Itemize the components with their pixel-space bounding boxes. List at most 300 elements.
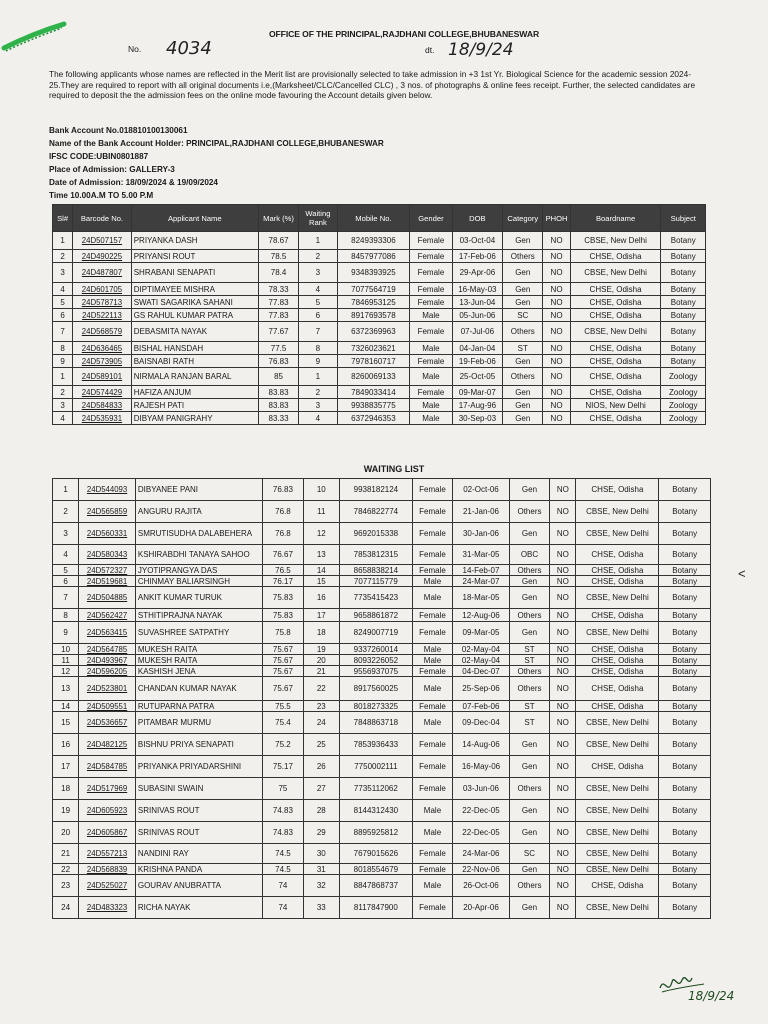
applicant-name-cell: DEBASMITA NAYAK	[131, 322, 258, 342]
mobile-cell: 7848863718	[340, 712, 413, 734]
column-header: Applicant Name	[131, 205, 258, 232]
board-cell: CBSE, New Delhi	[570, 263, 661, 283]
subject-cell: Botany	[659, 576, 711, 587]
letter-number-handwritten: 4034	[166, 38, 212, 59]
dob-cell: 05-Jun-06	[452, 309, 502, 322]
mobile-cell: 9348393925	[337, 263, 410, 283]
waiting-rank-cell: 2	[299, 386, 337, 399]
serial-cell: 18	[53, 778, 79, 800]
gender-cell: Male	[410, 399, 452, 412]
applicant-name-cell: SHRABANI SENAPATI	[131, 263, 258, 283]
dob-cell: 14-Feb-07	[453, 565, 510, 576]
barcode-cell: 24D490225	[73, 250, 132, 263]
applicant-name-cell: KASHISH JENA	[135, 666, 262, 677]
waiting-rank-cell: 31	[303, 864, 339, 875]
category-cell: Others	[503, 322, 543, 342]
table-row	[53, 734, 711, 756]
serial-cell: 4	[53, 545, 79, 565]
waiting-rank-cell: 16	[303, 587, 339, 609]
dob-cell: 04-Dec-07	[453, 666, 510, 677]
dob-cell: 04-Jan-04	[452, 342, 502, 355]
applicant-name-cell: SRINIVAS ROUT	[135, 800, 262, 822]
phoh-cell: NO	[550, 712, 576, 734]
mobile-cell: 9658861872	[340, 609, 413, 622]
applicant-name-cell: JYOTIPRANGYA DAS	[135, 565, 262, 576]
office-title: OFFICE OF THE PRINCIPAL,RAJDHANI COLLEGE,BHUBANESWAR	[268, 29, 540, 39]
board-cell: CHSE, Odisha	[570, 368, 661, 386]
board-cell: CHSE, Odisha	[576, 479, 659, 501]
table-row	[53, 283, 706, 296]
phoh-cell: NO	[550, 565, 576, 576]
table-row	[53, 232, 706, 250]
barcode-cell: 24D536657	[79, 712, 136, 734]
mobile-cell: 8093226052	[340, 655, 413, 666]
gender-cell: Male	[412, 587, 452, 609]
board-cell: CHSE, Odisha	[576, 644, 659, 655]
barcode-cell: 24D605867	[79, 822, 136, 844]
category-cell: Gen	[503, 355, 543, 368]
phoh-cell: NO	[550, 501, 576, 523]
category-cell: Others	[509, 666, 549, 677]
waiting-rank-cell: 28	[303, 800, 339, 822]
dob-cell: 03-Oct-04	[452, 232, 502, 250]
mark-cell: 78.5	[258, 250, 298, 263]
mark-cell: 76.5	[263, 565, 303, 576]
mobile-cell: 8917560025	[340, 677, 413, 701]
board-cell: NIOS, New Delhi	[570, 399, 661, 412]
applicant-name-cell: SRINIVAS ROUT	[135, 822, 262, 844]
applicant-name-cell: PRIYANSI ROUT	[131, 250, 258, 263]
waiting-rank-cell: 15	[303, 576, 339, 587]
admission-date: Date of Admission: 18/09/2024 & 19/09/2024	[49, 178, 218, 187]
serial-cell: 10	[53, 644, 79, 655]
phoh-cell: NO	[550, 609, 576, 622]
applicant-name-cell: RUTUPARNA PATRA	[135, 701, 262, 712]
category-cell: Gen	[509, 756, 549, 778]
gender-cell: Female	[410, 232, 452, 250]
phoh-cell: NO	[550, 576, 576, 587]
barcode-cell: 24D596205	[79, 666, 136, 677]
mark-cell: 75.67	[263, 655, 303, 666]
table-row	[53, 609, 711, 622]
dob-cell: 24-Mar-06	[453, 844, 510, 864]
phoh-cell: NO	[543, 322, 570, 342]
applicant-name-cell: GOURAV ANUBRATTA	[135, 875, 262, 897]
applicant-name-cell: DIBYANEE PANI	[135, 479, 262, 501]
category-cell: Gen	[503, 283, 543, 296]
gender-cell: Male	[412, 822, 452, 844]
mark-cell: 77.5	[258, 342, 298, 355]
barcode-cell: 24D493967	[79, 655, 136, 666]
applicant-name-cell: HAFIZA ANJUM	[131, 386, 258, 399]
board-cell: CHSE, Odisha	[576, 545, 659, 565]
dob-cell: 02-May-04	[453, 644, 510, 655]
waiting-rank-cell: 22	[303, 677, 339, 701]
subject-cell: Botany	[659, 844, 711, 864]
mobile-cell: 8249007719	[340, 622, 413, 644]
dob-cell: 16-May-06	[453, 756, 510, 778]
subject-cell: Botany	[661, 232, 706, 250]
column-header: Barcode No.	[73, 205, 132, 232]
table-row	[53, 399, 706, 412]
dob-cell: 12-Aug-06	[453, 609, 510, 622]
category-cell: Others	[509, 778, 549, 800]
category-cell: Gen	[503, 296, 543, 309]
gender-cell: Male	[412, 800, 452, 822]
gender-cell: Female	[412, 479, 452, 501]
category-cell: OBC	[509, 545, 549, 565]
phoh-cell: NO	[543, 309, 570, 322]
mobile-cell: 7750002111	[340, 756, 413, 778]
waiting-rank-cell: 6	[299, 309, 337, 322]
category-cell: Gen	[509, 479, 549, 501]
dob-cell: 02-Oct-06	[453, 479, 510, 501]
dob-cell: 07-Feb-06	[453, 701, 510, 712]
category-cell: Gen	[509, 897, 549, 919]
barcode-cell: 24D509551	[79, 701, 136, 712]
subject-cell: Botany	[659, 822, 711, 844]
subject-cell: Botany	[659, 864, 711, 875]
dob-cell: 31-Mar-05	[453, 545, 510, 565]
category-cell: ST	[509, 644, 549, 655]
serial-cell: 2	[53, 501, 79, 523]
table-row	[53, 778, 711, 800]
column-header: PHOH	[543, 205, 570, 232]
gender-cell: Female	[412, 565, 452, 576]
admission-place: Place of Admission: GALLERY-3	[49, 165, 175, 174]
letter-number-label: No.	[128, 44, 142, 54]
bank-details	[49, 124, 384, 202]
mark-cell: 75.83	[263, 587, 303, 609]
mark-cell: 74.5	[263, 864, 303, 875]
table-row	[53, 822, 711, 844]
barcode-cell: 24D525027	[79, 875, 136, 897]
applicant-name-cell: MUKESH RAITA	[135, 655, 262, 666]
dob-cell: 24-Mar-07	[453, 576, 510, 587]
mobile-cell: 8249393306	[337, 232, 410, 250]
mobile-cell: 7735415423	[340, 587, 413, 609]
dob-cell: 30-Jan-06	[453, 523, 510, 545]
waiting-rank-cell: 5	[299, 296, 337, 309]
waiting-rank-cell: 3	[299, 399, 337, 412]
dob-cell: 02-May-04	[453, 655, 510, 666]
mark-cell: 78.33	[258, 283, 298, 296]
column-header: Subject	[661, 205, 706, 232]
phoh-cell: NO	[543, 263, 570, 283]
subject-cell: Botany	[659, 622, 711, 644]
barcode-cell: 24D572327	[79, 565, 136, 576]
dob-cell: 22-Dec-05	[453, 822, 510, 844]
category-cell: ST	[509, 655, 549, 666]
board-cell: CHSE, Odisha	[570, 386, 661, 399]
board-cell: CBSE, New Delhi	[576, 822, 659, 844]
gender-cell: Male	[410, 368, 452, 386]
barcode-cell: 24D584785	[79, 756, 136, 778]
subject-cell: Botany	[659, 565, 711, 576]
table-row	[53, 501, 711, 523]
category-cell: ST	[503, 342, 543, 355]
mobile-cell: 8457977086	[337, 250, 410, 263]
board-cell: CHSE, Odisha	[570, 309, 661, 322]
barcode-cell: 24D578713	[73, 296, 132, 309]
dob-cell: 07-Jul-06	[452, 322, 502, 342]
barcode-cell: 24D562427	[79, 609, 136, 622]
category-cell: Gen	[509, 734, 549, 756]
table-row	[53, 576, 711, 587]
barcode-cell: 24D573905	[73, 355, 132, 368]
waiting-rank-cell: 7	[299, 322, 337, 342]
waiting-rank-cell: 4	[299, 412, 337, 425]
gender-cell: Female	[412, 666, 452, 677]
waiting-rank-cell: 21	[303, 666, 339, 677]
mark-cell: 83.83	[258, 399, 298, 412]
dob-cell: 22-Nov-06	[453, 864, 510, 875]
barcode-cell: 24D580343	[79, 545, 136, 565]
waiting-rank-cell: 26	[303, 756, 339, 778]
mark-cell: 76.8	[263, 501, 303, 523]
serial-cell: 7	[53, 322, 73, 342]
phoh-cell: NO	[543, 342, 570, 355]
dob-cell: 29-Apr-06	[452, 263, 502, 283]
mobile-cell: 7853812315	[340, 545, 413, 565]
serial-cell: 9	[53, 355, 73, 368]
dob-cell: 17-Feb-06	[452, 250, 502, 263]
waiting-rank-cell: 1	[299, 368, 337, 386]
table-row	[53, 523, 711, 545]
gender-cell: Female	[412, 778, 452, 800]
barcode-cell: 24D560331	[79, 523, 136, 545]
column-header: Mobile No.	[337, 205, 410, 232]
mark-cell: 74.5	[263, 844, 303, 864]
applicant-name-cell: ANKIT KUMAR TURUK	[135, 587, 262, 609]
waiting-rank-cell: 12	[303, 523, 339, 545]
waiting-rank-cell: 14	[303, 565, 339, 576]
letter-date-label: dt.	[425, 45, 435, 55]
barcode-cell: 24D568579	[73, 322, 132, 342]
gender-cell: Female	[412, 844, 452, 864]
serial-cell: 23	[53, 875, 79, 897]
subject-cell: Botany	[661, 296, 706, 309]
gender-cell: Female	[412, 756, 452, 778]
mark-cell: 74.83	[263, 800, 303, 822]
phoh-cell: NO	[550, 734, 576, 756]
mobile-cell: 6372946353	[337, 412, 410, 425]
letter-date-handwritten: 18/9/24	[448, 40, 514, 60]
table-row	[53, 545, 711, 565]
mobile-cell: 8260069133	[337, 368, 410, 386]
mark-cell: 76.8	[263, 523, 303, 545]
mobile-cell: 9692015338	[340, 523, 413, 545]
serial-cell: 3	[53, 263, 73, 283]
mobile-cell: 8847868737	[340, 875, 413, 897]
subject-cell: Botany	[661, 342, 706, 355]
subject-cell: Botany	[659, 666, 711, 677]
phoh-cell: NO	[550, 800, 576, 822]
dob-cell: 30-Sep-03	[452, 412, 502, 425]
mark-cell: 75.2	[263, 734, 303, 756]
column-header: Boardname	[570, 205, 661, 232]
applicant-name-cell: RAJESH PATI	[131, 399, 258, 412]
serial-cell: 11	[53, 655, 79, 666]
subject-cell: Botany	[659, 545, 711, 565]
category-cell: Others	[509, 875, 549, 897]
mobile-cell: 8658838214	[340, 565, 413, 576]
subject-cell: Botany	[659, 479, 711, 501]
serial-cell: 24	[53, 897, 79, 919]
table-row	[53, 622, 711, 644]
mark-cell: 74	[263, 897, 303, 919]
serial-cell: 15	[53, 712, 79, 734]
subject-cell: Botany	[659, 701, 711, 712]
serial-cell: 6	[53, 576, 79, 587]
gender-cell: Female	[410, 263, 452, 283]
gender-cell: Female	[410, 296, 452, 309]
intro-paragraph: The following applicants whose names are reflected in the Merit list are provisionally selected to take admission in +3 1st Yr. Biological Science for the academic session 2024-25.They are required to report with all original documents i.e,(Marksheet/CLC/Cancelled CLC) , 3 nos. of photographs & online fees receipt. Further, the selected candidates are required to deposit the the admission fees on the online mode favouring the Account details given below.	[49, 69, 696, 101]
category-cell: Gen	[509, 622, 549, 644]
gender-cell: Male	[412, 712, 452, 734]
subject-cell: Botany	[659, 501, 711, 523]
waiting-rank-cell: 8	[299, 342, 337, 355]
serial-cell: 22	[53, 864, 79, 875]
category-cell: Gen	[509, 523, 549, 545]
gender-cell: Male	[412, 677, 452, 701]
serial-cell: 1	[53, 479, 79, 501]
category-cell: Others	[503, 368, 543, 386]
margin-mark: <	[738, 566, 746, 581]
phoh-cell: NO	[543, 399, 570, 412]
subject-cell: Botany	[661, 309, 706, 322]
mobile-cell: 8018554679	[340, 864, 413, 875]
handwritten-signature	[652, 966, 742, 1006]
subject-cell: Zoology	[661, 399, 706, 412]
board-cell: CBSE, New Delhi	[576, 712, 659, 734]
dob-cell: 19-Feb-06	[452, 355, 502, 368]
waiting-rank-cell: 25	[303, 734, 339, 756]
barcode-cell: 24D563415	[79, 622, 136, 644]
waiting-rank-cell: 13	[303, 545, 339, 565]
subject-cell: Botany	[661, 355, 706, 368]
admission-time: Time 10.00A.M TO 5.00 P.M	[49, 191, 154, 200]
dob-cell: 16-May-03	[452, 283, 502, 296]
board-cell: CBSE, New Delhi	[576, 897, 659, 919]
dob-cell: 25-Oct-05	[452, 368, 502, 386]
category-cell: Others	[509, 501, 549, 523]
mark-cell: 77.83	[258, 309, 298, 322]
column-header: Category	[503, 205, 543, 232]
waiting-rank-cell: 2	[299, 250, 337, 263]
board-cell: CHSE, Odisha	[570, 355, 661, 368]
mark-cell: 75.5	[263, 701, 303, 712]
gender-cell: Male	[410, 309, 452, 322]
barcode-cell: 24D483323	[79, 897, 136, 919]
dob-cell: 09-Mar-07	[452, 386, 502, 399]
category-cell: Gen	[503, 412, 543, 425]
board-cell: CBSE, New Delhi	[576, 734, 659, 756]
signature-date: 18/9/24	[688, 989, 735, 1003]
mobile-cell: 8895925812	[340, 822, 413, 844]
subject-cell: Botany	[659, 655, 711, 666]
subject-cell: Botany	[659, 644, 711, 655]
subject-cell: Botany	[659, 587, 711, 609]
mark-cell: 74.83	[263, 822, 303, 844]
subject-cell: Botany	[661, 263, 706, 283]
barcode-cell: 24D636465	[73, 342, 132, 355]
subject-cell: Botany	[659, 609, 711, 622]
phoh-cell: NO	[550, 655, 576, 666]
board-cell: CHSE, Odisha	[570, 342, 661, 355]
table-row	[53, 296, 706, 309]
board-cell: CBSE, New Delhi	[576, 523, 659, 545]
serial-cell: 19	[53, 800, 79, 822]
barcode-cell: 24D557213	[79, 844, 136, 864]
phoh-cell: NO	[550, 677, 576, 701]
waiting-rank-cell: 19	[303, 644, 339, 655]
board-cell: CBSE, New Delhi	[576, 800, 659, 822]
mark-cell: 75.4	[263, 712, 303, 734]
subject-cell: Botany	[661, 322, 706, 342]
serial-cell: 3	[53, 399, 73, 412]
phoh-cell: NO	[550, 523, 576, 545]
subject-cell: Botany	[661, 250, 706, 263]
mark-cell: 78.67	[258, 232, 298, 250]
waiting-rank-cell: 1	[299, 232, 337, 250]
gender-cell: Female	[412, 545, 452, 565]
phoh-cell: NO	[550, 897, 576, 919]
phoh-cell: NO	[550, 844, 576, 864]
mark-cell: 74	[263, 875, 303, 897]
category-cell: ST	[509, 701, 549, 712]
category-cell: Gen	[509, 587, 549, 609]
waiting-rank-cell: 33	[303, 897, 339, 919]
dob-cell: 21-Jan-06	[453, 501, 510, 523]
serial-cell: 8	[53, 342, 73, 355]
phoh-cell: NO	[550, 778, 576, 800]
table-row	[53, 263, 706, 283]
gender-cell: Female	[412, 622, 452, 644]
table-row	[53, 342, 706, 355]
table-row	[53, 655, 711, 666]
phoh-cell: NO	[550, 701, 576, 712]
column-header: Gender	[410, 205, 452, 232]
serial-cell: 2	[53, 386, 73, 399]
waiting-list-table	[52, 478, 711, 919]
applicant-name-cell: BISHAL HANSDAH	[131, 342, 258, 355]
gender-cell: Female	[412, 864, 452, 875]
applicant-name-cell: CHINMAY BALIARSINGH	[135, 576, 262, 587]
phoh-cell: NO	[543, 250, 570, 263]
serial-cell: 21	[53, 844, 79, 864]
mark-cell: 75	[263, 778, 303, 800]
phoh-cell: NO	[543, 386, 570, 399]
dob-cell: 09-Mar-05	[453, 622, 510, 644]
mark-cell: 76.83	[258, 355, 298, 368]
barcode-cell: 24D601705	[73, 283, 132, 296]
category-cell: Gen	[509, 576, 549, 587]
category-cell: Others	[509, 565, 549, 576]
table-header-row	[53, 205, 706, 232]
bank-account-number: Bank Account No.018810100130061	[49, 126, 188, 135]
barcode-cell: 24D507157	[73, 232, 132, 250]
column-header: Waiting Rank	[299, 205, 337, 232]
serial-cell: 9	[53, 622, 79, 644]
category-cell: Gen	[503, 232, 543, 250]
board-cell: CBSE, New Delhi	[576, 778, 659, 800]
board-cell: CBSE, New Delhi	[576, 587, 659, 609]
table-row	[53, 644, 711, 655]
applicant-name-cell: BAISNABI RATH	[131, 355, 258, 368]
phoh-cell: NO	[550, 756, 576, 778]
dob-cell: 09-Dec-04	[453, 712, 510, 734]
